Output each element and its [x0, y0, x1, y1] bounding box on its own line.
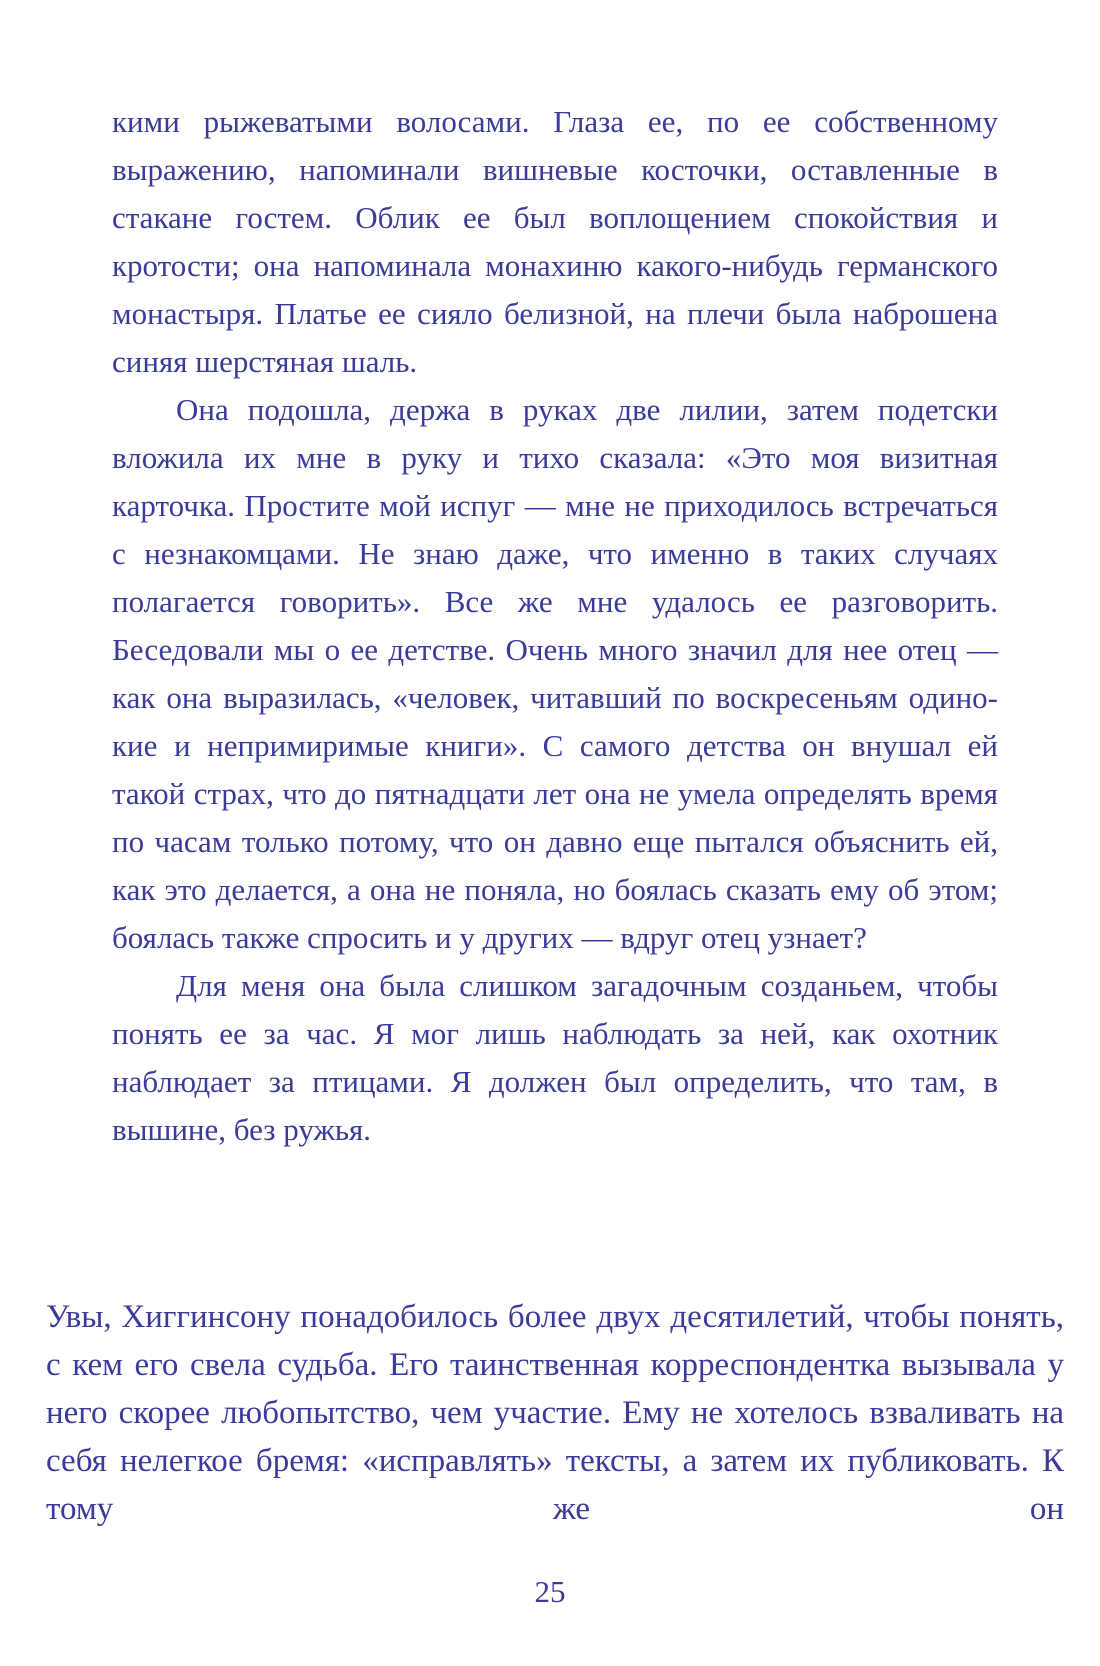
block-quote: [112, 98, 998, 1154]
quote-paragraph: кими рыжеватыми волосами. Глаза ее, по ее собственному выражению, напоминали вишневые косточки, оставленные в стакане гостем. Облик ее был воплощением спокойствия и кротости; она напоминала монахиню какого-нибудь германского монастыря. Платье ее сияло белизной, на плечи была наброшена синяя шерстяная шаль.: [112, 104, 998, 379]
main-text: [46, 1293, 1064, 1533]
quote-paragraph: Для меня она была слишком загадочным созданьем, чтобы понять ее за час. Я мог лишь наблюдать за ней, как охотник наблюдает за птицами. Я должен был определить, что там, в вышине, без ружья.: [112, 968, 998, 1147]
page-number: 25: [534, 1574, 566, 1609]
body-paragraph: Увы, Хиггинсону понадобилось более двух десятилетий, чтобы понять, с кем его свела судьба. Его таинственная корреспондентка вызывала у него скорее любопытство, чем участие. Ему не хотелось взваливать на себя нелегкое бремя: «исправлять» тексты, а затем их публиковать. К тому же он: [46, 1299, 1064, 1527]
quote-paragraph: Она подошла, держа в руках две лилии, затем подетски вложила их мне в руку и тихо сказала: «Это моя визитная карточка. Простите мой испуг — мне не приходилось встречаться с незнакомцами. Не знаю даже, что именно в таких случаях полагается говорить». Все же мне удалось ее разговорить. Беседовали мы о ее детстве. Очень много значил для нее отец — как она выразилась, «человек, читавший по воскресеньям одинокие и непримиримые книги». С самого детства он внушал ей такой страх, что до пятнадцати лет она не умела определять время по часам только потому, что он давно еще пытался объяснить ей, как это делается, а она не поняла, но боялась сказать ему об этом; боялась также спросить и у других — вдруг отец узнает?: [112, 392, 998, 955]
